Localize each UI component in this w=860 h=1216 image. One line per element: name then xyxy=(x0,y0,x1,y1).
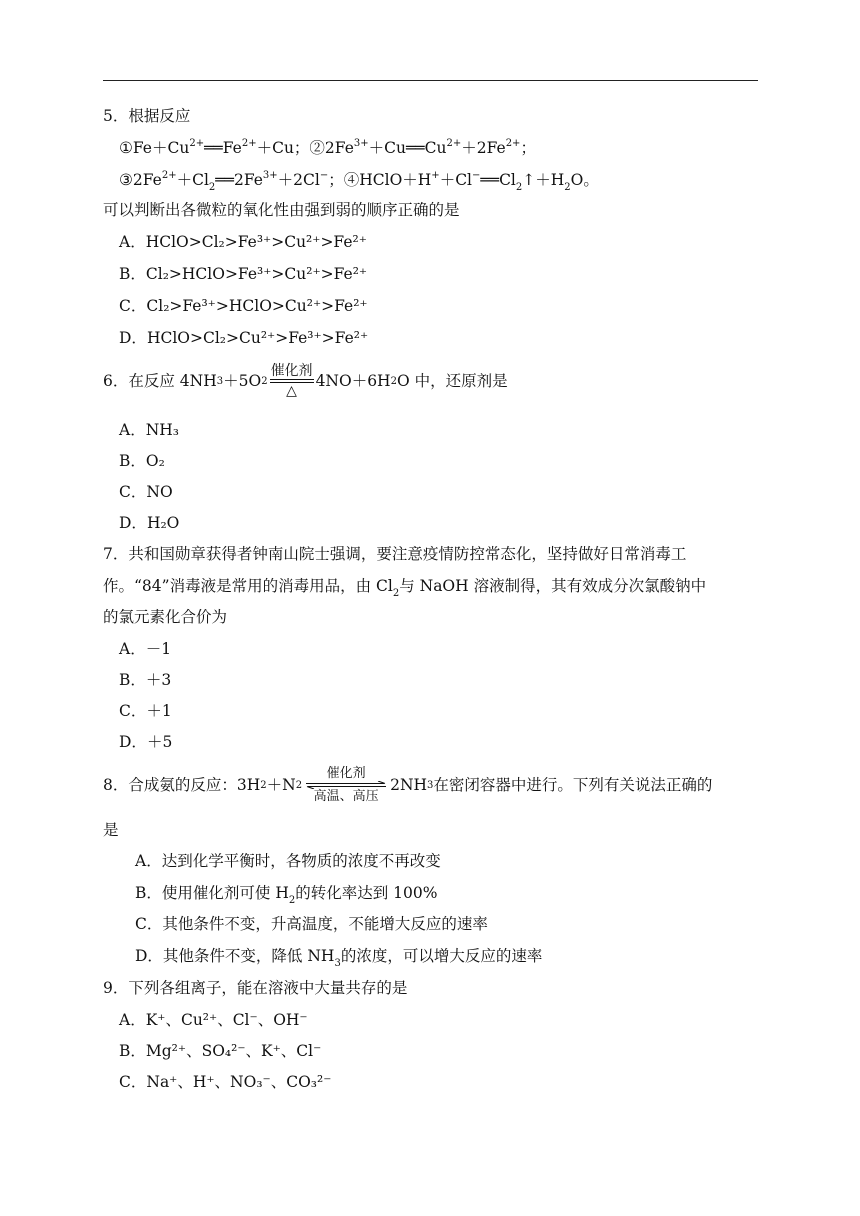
q6-stem: 6．在反应 4NH $_3$ ＋5O $_2$ 催化剂 △ 4NO＋6H $_2$ O 中，还原剂是 xyxy=(103,363,508,399)
q5-option-c[interactable]: C．Cl₂>Fe³⁺>HClO>Cu²⁺>Fe²⁺ xyxy=(119,297,368,315)
q6-option-c[interactable]: C．NO xyxy=(119,483,173,501)
q5-option-a[interactable]: A．HClO>Cl₂>Fe³⁺>Cu²⁺>Fe²⁺ xyxy=(119,233,367,251)
q5-reactions-line1: $①Fe+Cu^{2+}══Fe^{2+}+Cu$；$②2Fe^{3+}+Cu══Cu^{2+}+2Fe^{2+}$； xyxy=(119,137,536,157)
q8-option-b[interactable]: B．使用催化剂可使 $H_2$的转化率达到 100% xyxy=(135,884,438,907)
q7-option-b[interactable]: B．＋3 xyxy=(119,671,172,689)
q5-option-d[interactable]: D．HClO>Cl₂>Cu²⁺>Fe³⁺>Fe²⁺ xyxy=(119,329,369,347)
q7-option-c[interactable]: C．＋1 xyxy=(119,702,172,720)
q9-stem: 9．下列各组离子，能在溶液中大量共存的是 xyxy=(103,979,408,997)
q9-option-a[interactable]: A．K⁺、Cu²⁺、Cl⁻、OH⁻ xyxy=(119,1011,308,1029)
q8-option-d[interactable]: D．其他条件不变，降低 $NH_3$的浓度，可以增大反应的速率 xyxy=(135,947,543,970)
q9-option-c[interactable]: C．Na⁺、H⁺、NO₃⁻、CO₃²⁻ xyxy=(119,1073,332,1091)
q8-stem: 8．合成氨的反应：3H $_2$ ＋N $_2$ 催化剂 高温、高压 2NH $_3$ 在密闭容器中进行。下列有关说法正确的 xyxy=(103,766,713,804)
q9-option-b[interactable]: B．Mg²⁺、SO₄²⁻、K⁺、Cl⁻ xyxy=(119,1042,322,1060)
reversible-arrow-icon xyxy=(304,781,388,789)
q6-reaction-condition: 催化剂 △ xyxy=(270,363,313,399)
q8-reaction-condition: 催化剂 高温、高压 xyxy=(304,766,388,804)
q7-stem-line1: 7．共和国勋章获得者钟南山院士强调，要注意疫情防控常态化，坚持做好日常消毒工 xyxy=(103,545,687,563)
q5-option-b[interactable]: B．Cl₂>HClO>Fe³⁺>Cu²⁺>Fe²⁺ xyxy=(119,265,368,283)
q6-option-b[interactable]: B．O₂ xyxy=(119,452,165,470)
q6-option-d[interactable]: D．H₂O xyxy=(119,514,180,532)
q7-stem-line2: 作。“84”消毒液是常用的消毒用品，由 $Cl_2$与 NaOH 溶液制得，其有效成分次氯酸钠中 xyxy=(103,577,707,600)
q7-stem-line3: 的氯元素化合价为 xyxy=(103,608,228,626)
q5-stem: 5．根据反应 xyxy=(103,107,191,125)
q8-option-c[interactable]: C．其他条件不变，升高温度，不能增大反应的速率 xyxy=(135,915,488,933)
q8-stem-cont: 是 xyxy=(103,821,119,839)
q8-option-a[interactable]: A．达到化学平衡时，各物质的浓度不再改变 xyxy=(135,852,441,870)
q5-reactions-line2: $③2Fe^{2+}+Cl_2══2Fe^{3+}+2Cl^-$；$④HClO+H^++Cl^-══Cl_2↑+H_2O$。 xyxy=(119,169,599,194)
q6-option-a[interactable]: A．NH₃ xyxy=(119,421,179,439)
q5-question: 可以判断出各微粒的氧化性由强到弱的顺序正确的是 xyxy=(103,201,460,219)
q7-option-a[interactable]: A．－1 xyxy=(119,640,172,658)
q7-option-d[interactable]: D．＋5 xyxy=(119,733,173,751)
header-rule xyxy=(103,80,758,81)
